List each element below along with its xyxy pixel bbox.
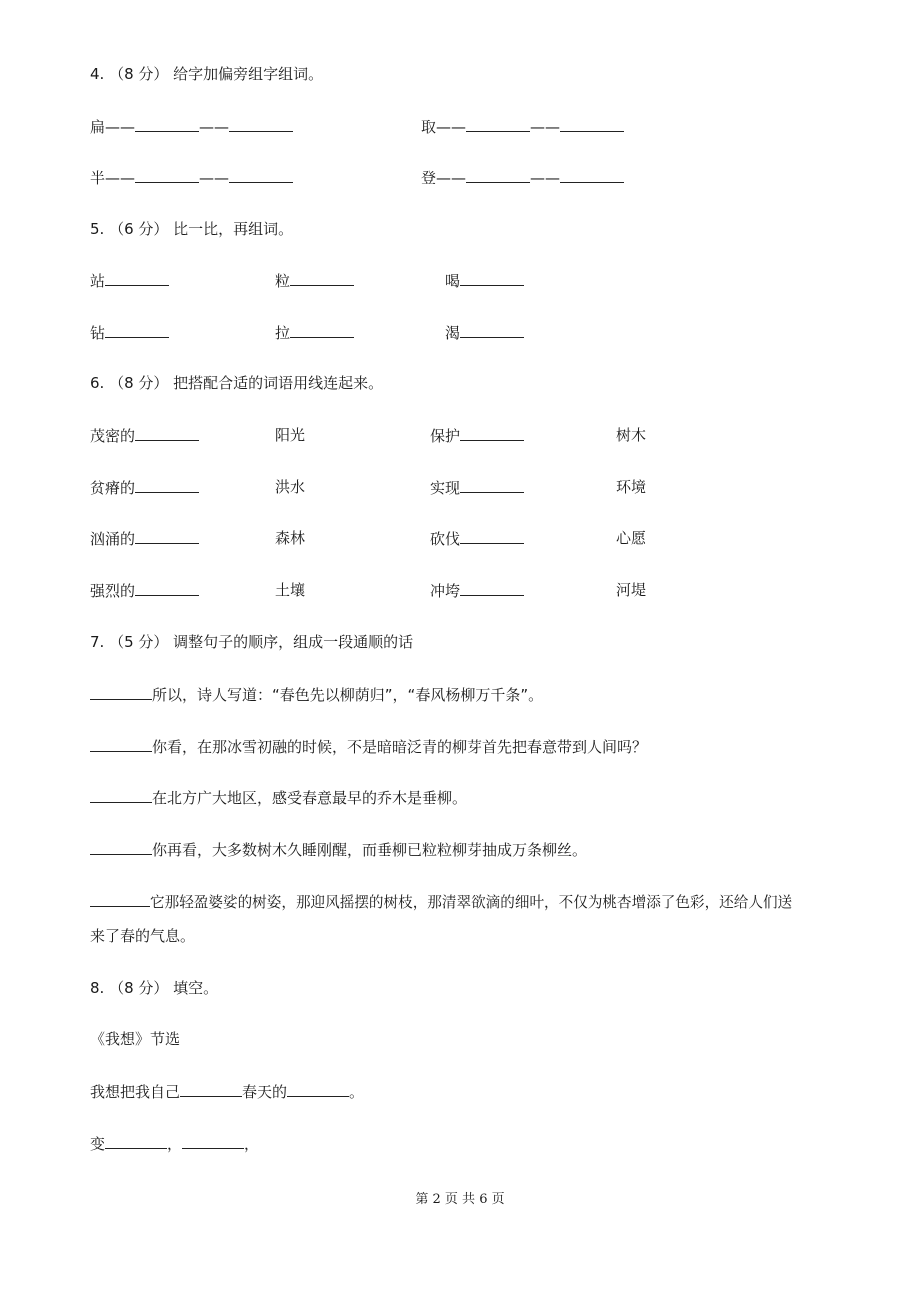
q7-sentence-continuation: 来了春的气息。 — [90, 927, 196, 945]
q7-sentence — [90, 787, 467, 808]
page-footer: 第 2 页 共 6 页 — [415, 1192, 505, 1207]
q4-row-2-left — [90, 167, 293, 188]
q4-dash: —— — [530, 118, 561, 136]
answer-blank[interactable] — [560, 116, 624, 132]
answer-blank[interactable] — [466, 167, 530, 183]
q6-word-c — [430, 528, 524, 549]
q4-dash: —— — [105, 169, 136, 187]
answer-blank[interactable] — [182, 1133, 244, 1149]
q7-sentence-text: 你看，在那冰雪初融的时候，不是暗暗泛青的柳芽首先把春意带到人间吗？ — [152, 738, 648, 756]
answer-blank[interactable] — [105, 270, 169, 286]
q7-sentence-text: 所以，诗人写道：“春色先以柳荫归”，“春风杨柳万千条”。 — [152, 686, 544, 704]
answer-blank[interactable] — [460, 425, 524, 441]
q6-word-a — [90, 580, 199, 601]
q4-char: 取 — [421, 118, 437, 136]
q4-dash: —— — [436, 118, 467, 136]
q5-char: 渴 — [445, 324, 461, 342]
q6-text: 贫瘠的 — [90, 479, 136, 497]
q6-word-c — [430, 425, 524, 446]
q8-line-2 — [90, 1133, 259, 1154]
q6-word-a — [90, 477, 199, 498]
order-blank[interactable] — [90, 787, 152, 803]
answer-blank[interactable] — [229, 167, 293, 183]
q5-item — [275, 322, 354, 343]
q7-sentence-text: 你再看，大多数树木久睡刚醒，而垂柳已粒粒柳芽抽成万条柳丝。 — [152, 841, 588, 859]
q5-char: 粒 — [275, 272, 291, 290]
q5-item — [90, 322, 169, 343]
q7-sentence — [90, 684, 543, 705]
q4-char: 登 — [421, 169, 437, 187]
q6-word-c — [430, 580, 524, 601]
q7-sentence — [90, 736, 647, 757]
answer-blank[interactable] — [290, 322, 354, 338]
order-blank[interactable] — [90, 839, 152, 855]
q4-dash: —— — [199, 169, 230, 187]
q8-line-1 — [90, 1081, 364, 1102]
q4-row-1-right — [421, 116, 624, 137]
q6-word-b: 土壤 — [275, 581, 306, 599]
answer-blank[interactable] — [460, 322, 524, 338]
q5-item — [275, 270, 354, 291]
answer-blank[interactable] — [135, 116, 199, 132]
order-blank[interactable] — [90, 891, 150, 907]
q8-text: ， — [167, 1135, 183, 1153]
q6-text: 砍伐 — [430, 530, 461, 548]
answer-blank[interactable] — [560, 167, 624, 183]
q6-text: 实现 — [430, 479, 461, 497]
q8-text: 变 — [90, 1135, 106, 1153]
q4-char: 扁 — [90, 118, 106, 136]
answer-blank[interactable] — [105, 1133, 167, 1149]
answer-blank[interactable] — [135, 477, 199, 493]
q8-text: 我想把我自己 — [90, 1083, 181, 1101]
q4-dash: —— — [436, 169, 467, 187]
answer-blank[interactable] — [460, 528, 524, 544]
answer-blank[interactable] — [135, 580, 199, 596]
q6-text: 茂密的 — [90, 427, 136, 445]
q5-char: 站 — [90, 272, 106, 290]
order-blank[interactable] — [90, 736, 152, 752]
q8-subtitle: 《我想》节选 — [90, 1030, 181, 1048]
answer-blank[interactable] — [229, 116, 293, 132]
q7-sentence-text: 它那轻盈婆娑的树姿，那迎风摇摆的树枝，那清翠欲滴的细叶，不仅为桃杏增添了色彩，还给人们送 — [150, 894, 793, 911]
q8-text: 。 — [349, 1083, 365, 1101]
answer-blank[interactable] — [466, 116, 530, 132]
answer-blank[interactable] — [460, 270, 524, 286]
q4-dash: —— — [105, 118, 136, 136]
q4-row-2-right — [421, 167, 624, 188]
q6-word-d: 河堤 — [616, 581, 647, 599]
q5-title: 5. （6 分） 比一比，再组词。 — [90, 220, 294, 238]
answer-blank[interactable] — [287, 1081, 349, 1097]
answer-blank[interactable] — [460, 580, 524, 596]
q6-word-a — [90, 425, 199, 446]
q7-sentence-text: 在北方广大地区，感受春意最早的乔木是垂柳。 — [152, 789, 468, 807]
answer-blank[interactable] — [290, 270, 354, 286]
q6-word-b: 洪水 — [275, 478, 306, 496]
q4-dash: —— — [199, 118, 230, 136]
answer-blank[interactable] — [135, 167, 199, 183]
answer-blank[interactable] — [460, 477, 524, 493]
q5-item — [445, 270, 524, 291]
q6-text: 冲垮 — [430, 582, 461, 600]
q7-sentence — [90, 891, 792, 913]
answer-blank[interactable] — [105, 322, 169, 338]
q6-title: 6. （8 分） 把搭配合适的词语用线连起来。 — [90, 374, 384, 392]
q5-char: 拉 — [275, 324, 291, 342]
q6-word-a — [90, 528, 199, 549]
q6-text: 保护 — [430, 427, 461, 445]
q6-text: 汹涌的 — [90, 530, 136, 548]
q8-text: ， — [244, 1135, 260, 1153]
q5-char: 喝 — [445, 272, 461, 290]
q4-title: 4. （8 分） 给字加偏旁组字组词。 — [90, 65, 324, 83]
q5-char: 钻 — [90, 324, 106, 342]
answer-blank[interactable] — [135, 425, 199, 441]
q6-word-d: 环境 — [616, 478, 647, 496]
q4-char: 半 — [90, 169, 106, 187]
q5-item — [445, 322, 524, 343]
q7-sentence — [90, 839, 587, 860]
q6-text: 强烈的 — [90, 582, 136, 600]
q6-word-d: 树木 — [616, 426, 647, 444]
q5-item — [90, 270, 169, 291]
order-blank[interactable] — [90, 684, 152, 700]
q4-dash: —— — [530, 169, 561, 187]
answer-blank[interactable] — [180, 1081, 242, 1097]
q6-word-d: 心愿 — [616, 529, 647, 547]
q4-row-1-left — [90, 116, 293, 137]
q6-word-b: 森林 — [275, 529, 306, 547]
q7-title: 7. （5 分） 调整句子的顺序，组成一段通顺的话 — [90, 633, 414, 651]
answer-blank[interactable] — [135, 528, 199, 544]
q8-title: 8. （8 分） 填空。 — [90, 979, 219, 997]
q8-text: 春天的 — [242, 1083, 288, 1101]
q6-word-b: 阳光 — [275, 426, 306, 444]
q6-word-c — [430, 477, 524, 498]
